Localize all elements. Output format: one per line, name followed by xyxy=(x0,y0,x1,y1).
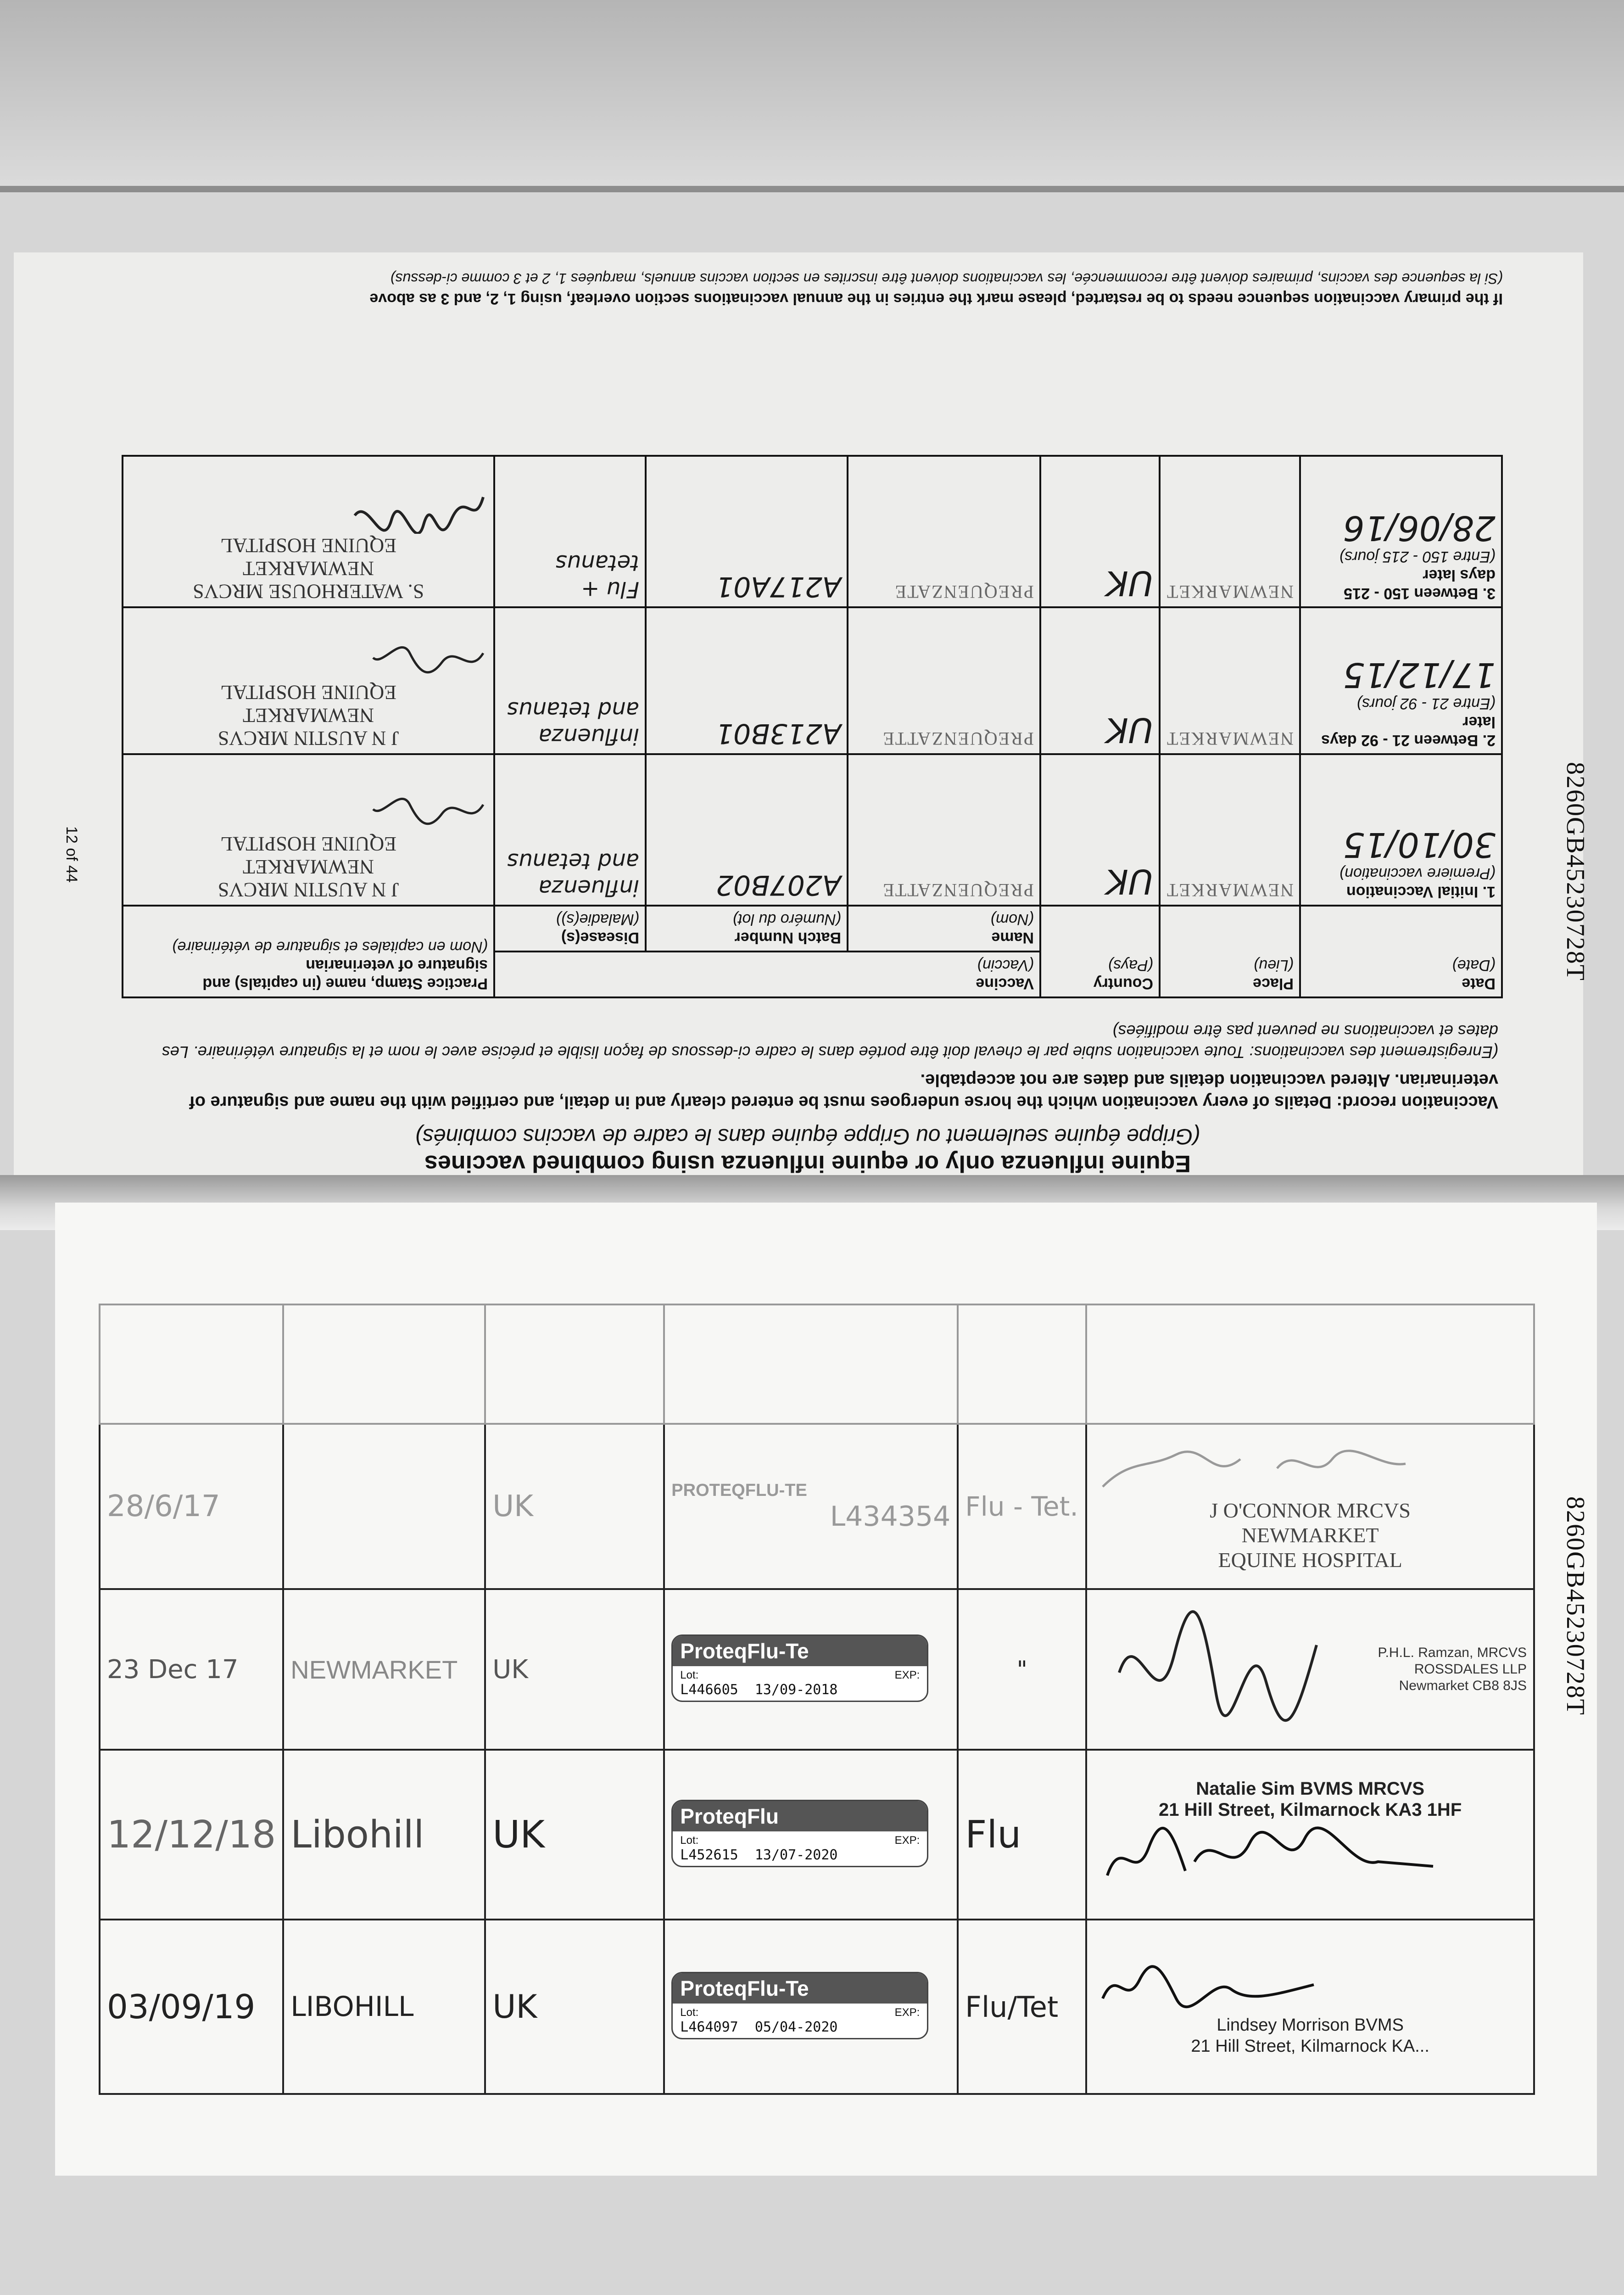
vet-line: Natalie Sim BVMS MRCVS xyxy=(1196,1778,1425,1799)
vaccination-date: 30/10/15 xyxy=(1343,825,1496,864)
place-cell xyxy=(283,1589,485,1750)
diseases-value: Flu xyxy=(965,1813,1021,1857)
country-cell xyxy=(485,1424,664,1589)
annual-vaccination-table xyxy=(99,1304,1535,2095)
vet-stamp-cell xyxy=(123,607,494,754)
table-row xyxy=(100,1424,1534,1589)
header-place: Place (Lieu) xyxy=(1160,906,1300,997)
exp-label: EXP: xyxy=(894,2006,920,2019)
vet-stamp xyxy=(129,832,488,901)
diseases-value: Flu/Tet xyxy=(965,1990,1059,2024)
row-label: 1. Initial Vaccination (Premiere vaccination) xyxy=(1339,865,1496,901)
vet-stamp-cell xyxy=(1086,1424,1534,1589)
vet-stamp-cell xyxy=(1086,1750,1534,1920)
lot-label: Lot: xyxy=(680,2006,699,2019)
vaccine-cell xyxy=(664,1750,958,1920)
place-cell xyxy=(283,1424,485,1589)
diseases-cell xyxy=(958,1920,1086,2094)
country-value: UK xyxy=(492,1813,545,1857)
vaccine-name: PROTEQFLU-TE xyxy=(671,1480,807,1500)
place-cell xyxy=(1160,754,1300,906)
diseases-value: influenza and tetanus xyxy=(507,848,640,901)
date-cell xyxy=(100,1750,283,1920)
vaccination-date: 12/12/18 xyxy=(107,1813,276,1857)
vet-signature xyxy=(368,639,488,681)
date-cell xyxy=(1300,607,1502,754)
vaccine-cell xyxy=(664,1920,958,2094)
header-cell xyxy=(1086,1304,1534,1424)
place-cell xyxy=(283,1920,485,2094)
diseases-value: Flu + tetanus xyxy=(555,550,640,602)
place-cell xyxy=(1160,607,1300,754)
batch-number: A213B01 xyxy=(715,717,842,750)
vet-stamp xyxy=(1094,1498,1527,1573)
vaccine-cell xyxy=(664,1589,958,1750)
country-value: UK xyxy=(1106,862,1154,901)
vaccine-name: PREQUENZATTE xyxy=(882,728,1034,749)
place-value: NEWMARKET xyxy=(1166,582,1294,602)
vaccine-sticker xyxy=(671,1800,928,1867)
place-cell xyxy=(1160,456,1300,607)
vet-stamp xyxy=(129,681,488,750)
diseases-cell xyxy=(958,1750,1086,1920)
sticker-brand: ProteqFlu xyxy=(673,1801,927,1831)
exp-label: EXP: xyxy=(894,1834,920,1847)
vet-name: S. WATERHOUSE MRCVS xyxy=(192,580,424,603)
vet-stamp xyxy=(1094,2015,1527,2057)
country-value: UK xyxy=(492,1489,534,1523)
vet-name: J N AUSTIN MRCVS xyxy=(218,879,399,901)
vaccination-date: 17/12/15 xyxy=(1343,655,1496,694)
vet-line: 21 Hill Street, Kilmarnock KA... xyxy=(1191,2036,1429,2056)
country-cell xyxy=(485,1750,664,1920)
place-value: NEWMARKET xyxy=(1166,880,1294,901)
batch-number: A217A01 xyxy=(716,571,842,603)
country-value: UK xyxy=(492,1654,528,1685)
expiry-date: 13/07-2020 xyxy=(754,1847,838,1863)
vet-signature xyxy=(1094,1957,1323,2012)
diseases-value: " xyxy=(1016,1656,1027,1683)
vet-stamp xyxy=(129,534,488,603)
vet-place: NEWMARKET xyxy=(243,704,374,727)
vet-line: J O'CONNOR MRCVS xyxy=(1210,1498,1411,1522)
vaccine-sticker xyxy=(671,1972,928,2039)
batch-cell xyxy=(646,456,848,607)
diseases-cell xyxy=(958,1424,1086,1589)
header-vaccine: Vaccine (Vaccin) xyxy=(494,952,1040,997)
table-row xyxy=(123,456,1502,607)
place-value: Libohill xyxy=(290,1813,424,1857)
vet-line: Newmarket CB8 8JS xyxy=(1399,1678,1527,1693)
place-value: NEWMARKET xyxy=(290,1655,458,1684)
header-cell xyxy=(958,1304,1086,1424)
header-diseases: Disease(s) (Maladie(s)) xyxy=(494,906,646,952)
country-value: UK xyxy=(1106,563,1154,603)
header-name: Name (Nom) xyxy=(848,906,1040,952)
header-country: Country (Pays) xyxy=(1040,906,1160,997)
batch-cell xyxy=(646,754,848,906)
vet-hospital: EQUINE HOSPITAL xyxy=(220,833,396,855)
table-row xyxy=(100,1750,1534,1920)
vet-signature xyxy=(1094,1441,1415,1496)
vet-signature xyxy=(368,791,488,832)
lot-label: Lot: xyxy=(680,1669,699,1681)
header-cell xyxy=(485,1304,664,1424)
place-value: LIBOHILL xyxy=(290,1991,414,2023)
vet-line: ROSSDALES LLP xyxy=(1414,1662,1527,1677)
diseases-cell xyxy=(494,607,646,754)
vet-stamp-cell xyxy=(123,754,494,906)
vet-signature xyxy=(350,483,488,534)
date-cell xyxy=(1300,754,1502,906)
vaccine-name-cell xyxy=(848,607,1040,754)
vaccine-name: PREQUENZATE xyxy=(894,582,1034,602)
table-row xyxy=(123,607,1502,754)
date-cell xyxy=(100,1920,283,2094)
vaccination-date: 28/6/17 xyxy=(107,1489,220,1523)
table-row xyxy=(100,1589,1534,1750)
vet-signature xyxy=(1094,1820,1442,1889)
record-instruction-fr: (Enregistrement des vaccinations: Toute vaccination subie par le cheval doit être portée dans le cadre ci-dessous de façon lisible et précise avec le nom et la signature vétérinaire. Les dates et vaccinations ne peuvent pas être modifiées) xyxy=(162,1022,1498,1062)
header-date: Date (Date) xyxy=(1300,906,1502,997)
table-header-row xyxy=(100,1304,1534,1424)
exp-label: EXP: xyxy=(894,1669,920,1681)
record-instruction: Vaccination record: Details of every vaccination which the horse undergoes must be entered clearly and in detail, and certified with the name and signature of veterinarian. Altered vaccination details and dates are not acceptable. xyxy=(189,1070,1498,1112)
diseases-value: Flu - Tet. xyxy=(965,1491,1078,1522)
section-title: Equine influenza only or equine influenza using combined vaccines xyxy=(424,1150,1191,1177)
page-edge xyxy=(0,186,1624,192)
header-cell xyxy=(100,1304,283,1424)
country-value: UK xyxy=(1106,710,1154,750)
vet-line: NEWMARKET xyxy=(1241,1523,1379,1547)
lot-number: L452615 xyxy=(680,1847,738,1863)
lot-label: Lot: xyxy=(680,1834,699,1847)
vet-place: NEWMARKET xyxy=(243,557,374,580)
batch-number: A207B02 xyxy=(715,869,842,901)
vaccine-cell xyxy=(664,1424,958,1589)
scan-background xyxy=(0,0,1624,193)
lot-number: L464097 xyxy=(680,2019,738,2035)
vet-name: J N AUSTIN MRCVS xyxy=(218,727,399,750)
table-row xyxy=(100,1920,1534,2094)
table-header-row xyxy=(123,952,1502,997)
vaccine-name-cell xyxy=(848,754,1040,906)
batch-cell xyxy=(646,607,848,754)
passport-number-bottom: 8260GB45230728T xyxy=(1561,1496,1590,1716)
date-cell xyxy=(100,1424,283,1589)
diseases-cell xyxy=(958,1589,1086,1750)
vet-line: 21 Hill Street, Kilmarnock KA3 1HF xyxy=(1159,1799,1462,1820)
vaccine-name-cell xyxy=(848,456,1040,607)
sticker-brand: ProteqFlu-Te xyxy=(673,1973,927,2004)
vet-line: EQUINE HOSPITAL xyxy=(1218,1548,1402,1572)
diseases-value: influenza and tetanus xyxy=(507,697,640,749)
vet-hospital: EQUINE HOSPITAL xyxy=(220,534,396,557)
header-stamp: Practice Stamp, name (in capitals) and signature of veterinarian (Nom en capitales et signature de vétérinaire) xyxy=(123,906,494,997)
vet-stamp-cell xyxy=(1086,1920,1534,2094)
vet-stamp-cell xyxy=(1086,1589,1534,1750)
vet-stamp-cell xyxy=(123,456,494,607)
expiry-date: 05/04-2020 xyxy=(754,2019,838,2035)
header-cell xyxy=(283,1304,485,1424)
country-cell xyxy=(1040,607,1160,754)
place-cell xyxy=(283,1750,485,1920)
vet-hospital: EQUINE HOSPITAL xyxy=(220,681,396,704)
vet-line: P.H.L. Ramzan, MRCVS xyxy=(1378,1645,1527,1660)
country-cell xyxy=(485,1589,664,1750)
row-label: 3. Between 150 - 215 days later (Entre 150 - 215 jours) xyxy=(1339,548,1496,602)
restart-note-fr: (Si la sequence des vaccins, primaires doivent être recommencée, les vaccinations doivent être inscrites en section vaccins annuels, marquées 1, 2 et 3 comme ci-dessus) xyxy=(390,270,1503,287)
header-cell xyxy=(664,1304,958,1424)
passport-number-top: 8260GB45230728T xyxy=(1561,762,1590,981)
sticker-brand: ProteqFlu-Te xyxy=(673,1636,927,1666)
primary-vaccination-table xyxy=(122,455,1503,998)
vaccination-date: 03/09/19 xyxy=(107,1987,256,2026)
country-value: UK xyxy=(492,1988,537,2026)
batch-number: L434354 xyxy=(830,1500,951,1533)
vaccination-record-upside-down xyxy=(99,264,1517,1177)
country-cell xyxy=(1040,754,1160,906)
restart-note: If the primary vaccination sequence needs to be restarted, please mark the entries in the annual vaccinations section overleaf, using 1, 2, and 3 as above xyxy=(369,290,1503,308)
header-batch: Batch Number (Numéro du lot) xyxy=(646,906,848,952)
date-cell xyxy=(1300,456,1502,607)
place-value: NEWMARKET xyxy=(1166,728,1294,749)
country-cell xyxy=(485,1920,664,2094)
vet-place: NEWMARKET xyxy=(243,856,374,878)
diseases-cell xyxy=(494,754,646,906)
vaccine-sticker xyxy=(671,1634,928,1702)
vaccination-date: 28/06/16 xyxy=(1343,508,1496,548)
vet-line: Lindsey Morrison BVMS xyxy=(1217,2015,1404,2035)
vet-stamp xyxy=(1094,1778,1527,1820)
section-subtitle: (Grippe équine seulement ou Grippe équine dans le cadre de vaccins combinés) xyxy=(415,1124,1200,1148)
annual-vaccination-table-area xyxy=(99,1304,1535,2093)
expiry-date: 13/09-2018 xyxy=(754,1682,838,1698)
table-row xyxy=(123,754,1502,906)
country-cell xyxy=(1040,456,1160,607)
diseases-cell xyxy=(494,456,646,607)
lot-number: L446605 xyxy=(680,1682,738,1698)
vaccine-name: PREQUENZATTE xyxy=(882,880,1034,901)
row-label: 2. Between 21 - 92 days later (Entre 21 - 92 jours) xyxy=(1321,695,1496,749)
date-cell xyxy=(100,1589,283,1750)
vet-signature xyxy=(1101,1599,1330,1737)
vaccination-date: 23 Dec 17 xyxy=(107,1654,239,1685)
page-number: 12 of 44 xyxy=(63,826,80,883)
